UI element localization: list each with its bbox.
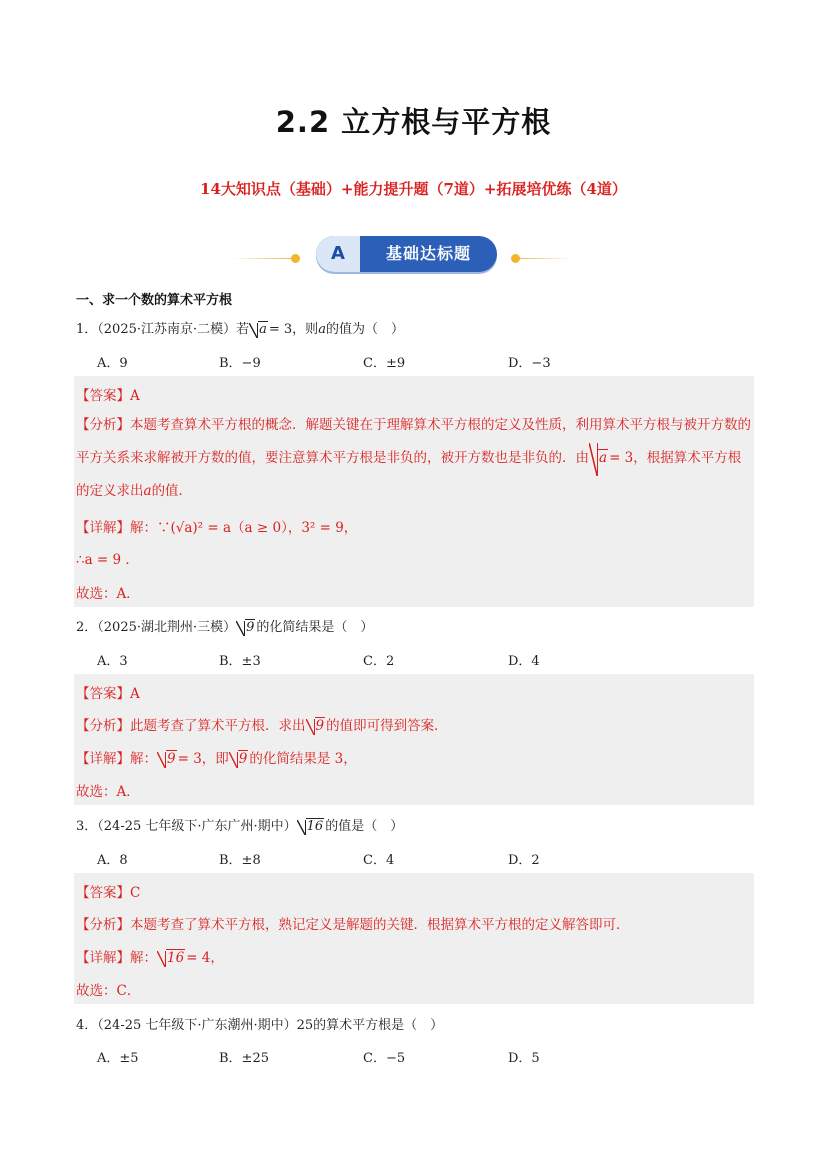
q2-detail [76, 747, 357, 767]
q2-detail-radicand: 9 [167, 751, 176, 767]
q1-option-b: B．−9 [219, 356, 261, 371]
question-1 [76, 318, 404, 337]
q3-prefix: 3．（24-25 七年级下·广东广州·期中） [76, 819, 297, 834]
q2-detail-prefix: 解： [130, 751, 157, 767]
banner-letter: A [316, 236, 360, 272]
page-subtitle: 14大知识点（基础）+能力提升题（7道）+拓展培优练（4道） [200, 180, 627, 198]
section-heading: 一、求一个数的算术平方根 [76, 293, 233, 308]
q2-choice: 故选：A． [76, 784, 140, 800]
q2-radicand: 9 [246, 620, 255, 635]
question-4: 4．（24-25 七年级下·广东潮州·期中）25的算术平方根是（ ） [76, 1018, 444, 1033]
q2-analysis-text: 【分析】此题考查了算术平方根．求出 [76, 718, 306, 734]
q3-answer: 【答案】C [76, 885, 141, 901]
q1-equation: = 3，则 [268, 322, 319, 337]
page-title: 2.2 立方根与平方根 [275, 105, 552, 139]
q2-analysis [76, 714, 448, 734]
q1-option-a: A．9 [97, 356, 128, 371]
q3-suffix: 的值是（ ） [325, 819, 404, 834]
q2-detail-mid: = 3，即 [177, 751, 229, 767]
q1-analysis-mid: = 3，根据算术平方根的定义求出 [76, 450, 742, 499]
q3-option-c: C．4 [363, 853, 395, 868]
q2-analysis-end: 的值即可得到答案． [326, 718, 448, 734]
sqrt-symbol [589, 442, 608, 475]
banner-text: 基础达标题 [385, 244, 471, 263]
banner-pill [316, 236, 497, 272]
q2-suffix: 的化简结果是（ ） [256, 620, 374, 635]
question-2 [76, 616, 373, 635]
q3-option-a: A．8 [97, 853, 128, 868]
q1-prefix: 1．（2025·江苏南京·二模）若 [76, 322, 250, 337]
q3-detail-tag: 【详解】 [76, 950, 130, 966]
sqrt-symbol [306, 718, 326, 734]
q1-option-c: C．±9 [363, 356, 406, 371]
q3-detail-prefix: 解： [130, 950, 157, 966]
q3-answer-box [74, 873, 754, 1004]
q1-radicand: a [259, 322, 267, 337]
q2-detail-tag: 【详解】 [76, 751, 130, 767]
q1-detail-text: 解：∵(√a)² = a（a ≥ 0），3² = 9， [130, 520, 358, 536]
q3-analysis: 【分析】本题考查了算术平方根，熟记定义是解题的关键．根据算术平方根的定义解答即可． [76, 917, 630, 933]
q1-analysis-variable: a [143, 483, 152, 499]
section-banner [232, 234, 572, 276]
sqrt-symbol [236, 620, 255, 635]
q1-analysis-text: 【分析】本题考查算术平方根的概念．解题关键在于理解算术平方根的定义及性质，利用算术平方根与被开方数的平方关系来求解被开方数的值，要注意算术平方根是非负的，被开方数也是非负的．由 [76, 417, 751, 466]
question-3 [76, 815, 403, 834]
q2-prefix: 2．（2025·湖北荆州·三模） [76, 620, 237, 635]
sqrt-symbol [297, 819, 325, 834]
sqrt-symbol [229, 751, 249, 767]
q4-option-b: B．±25 [219, 1051, 269, 1066]
q3-detail-end: = 4， [186, 950, 224, 966]
q2-option-b: B．±3 [219, 654, 261, 669]
q1-answer-box [74, 376, 754, 607]
q3-option-d: D．2 [508, 853, 540, 868]
q4-option-a: A．±5 [97, 1051, 139, 1066]
q1-answer: 【答案】A [76, 388, 140, 404]
q1-detail [76, 516, 357, 536]
q1-detail-result: ∴a = 9 ． [76, 552, 139, 568]
q3-radicand: 16 [306, 819, 324, 834]
q2-analysis-radicand: 9 [315, 718, 325, 734]
banner-line-left [232, 258, 294, 259]
q1-option-d: D．−3 [508, 356, 551, 371]
q1-analysis-end: 的值． [151, 483, 193, 499]
sqrt-symbol [157, 751, 177, 767]
q2-option-a: A．3 [97, 654, 128, 669]
q1-suffix: 的值为（ ） [325, 322, 404, 337]
q2-option-d: D．4 [508, 654, 540, 669]
q1-variable: a [318, 322, 326, 337]
q1-choice: 故选：A． [76, 586, 140, 602]
q2-detail-end: 的化简结果是 3， [249, 751, 357, 767]
q1-analysis [76, 409, 754, 508]
q2-detail-radicand-2: 9 [238, 751, 248, 767]
banner-dot-left [291, 254, 300, 263]
q3-detail [76, 946, 224, 966]
q2-answer-box [74, 674, 754, 805]
q3-detail-radicand: 16 [167, 950, 185, 966]
q3-choice: 故选：C． [76, 983, 141, 999]
q1-analysis-radicand: a [599, 450, 608, 466]
sqrt-symbol [249, 322, 268, 337]
banner-line-right [516, 258, 572, 259]
q3-option-b: B．±8 [219, 853, 261, 868]
q2-answer: 【答案】A [76, 686, 140, 702]
q1-detail-tag: 【详解】 [76, 520, 130, 536]
q4-option-c: C．−5 [363, 1051, 406, 1066]
sqrt-symbol [157, 950, 185, 966]
q4-option-d: D．5 [508, 1051, 540, 1066]
q2-option-c: C．2 [363, 654, 395, 669]
